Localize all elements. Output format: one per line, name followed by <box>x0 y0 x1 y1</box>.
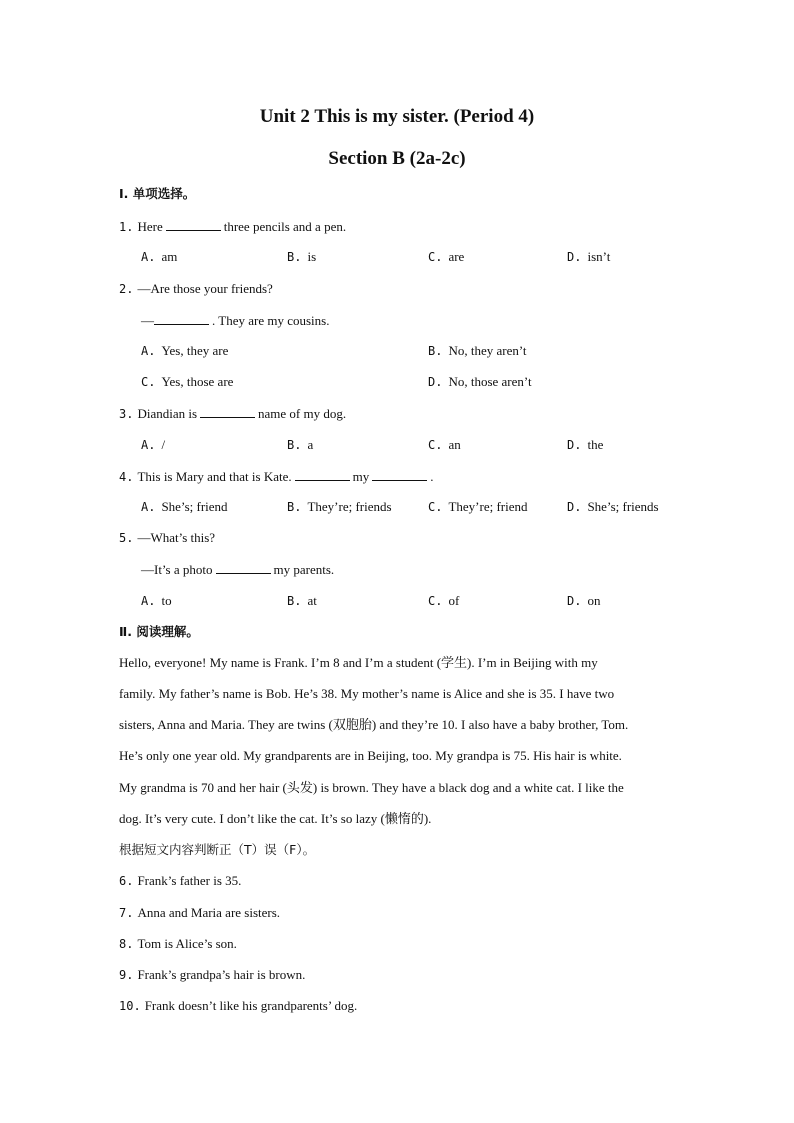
question-number: 3. <box>119 407 134 421</box>
question-1: 1. Here three pencils and a pen. <box>119 219 347 234</box>
answer-blank <box>200 405 255 418</box>
passage-line: Hello, everyone! My name is Frank. I’m 8 and I’m a student (学生). I’m in Beijing with my <box>119 655 598 670</box>
page-subtitle: Section B (2a-2c) <box>328 148 466 169</box>
option-4c: C. They’re; friend <box>428 499 528 514</box>
section-heading-multiple-choice: Ⅰ. 单项选择。 <box>119 186 196 201</box>
passage-line: family. My father’s name is Bob. He’s 38. My mother’s name is Alice and she is 35. I have two <box>119 686 615 701</box>
option-3a: A. / <box>141 437 166 452</box>
statement-10: 10. Frank doesn’t like his grandparents’ dog. <box>119 998 358 1013</box>
option-2a: A. Yes, they are <box>141 343 229 358</box>
question-2-response: — . They are my cousins. <box>141 313 330 328</box>
passage-line: sisters, Anna and Maria. They are twins (双胞胎) and they’re 10. I also have a baby brother, Tom. <box>119 717 629 732</box>
option-2c: C. Yes, those are <box>141 374 234 389</box>
passage-line: He’s only one year old. My grandparents are in Beijing, too. My grandpa is 75. His hair is white. <box>119 748 622 763</box>
section-heading-reading: Ⅱ. 阅读理解。 <box>119 624 199 639</box>
option-3c: C. an <box>428 437 461 452</box>
option-2b: B. No, they aren’t <box>428 343 527 358</box>
option-1d: D. isn’t <box>567 249 611 264</box>
question-number: 2. <box>119 282 134 296</box>
statement-6: 6. Frank’s father is 35. <box>119 873 242 888</box>
option-1b: B. is <box>287 249 317 264</box>
passage-line: My grandma is 70 and her hair (头发) is brown. They have a black dog and a white cat. I like the <box>119 780 624 795</box>
answer-blank <box>154 312 209 325</box>
option-5d: D. on <box>567 593 601 608</box>
page-title: Unit 2 This is my sister. (Period 4) <box>259 106 535 127</box>
option-5a: A. to <box>141 593 172 608</box>
statement-9: 9. Frank’s grandpa’s hair is brown. <box>119 967 306 982</box>
true-false-instruction: 根据短文内容判断正（T）误（F）。 <box>119 842 316 857</box>
option-4b: B. They’re; friends <box>287 499 392 514</box>
option-2d: D. No, those aren’t <box>428 374 532 389</box>
option-5c: C. of <box>428 593 460 608</box>
answer-blank <box>372 468 427 481</box>
question-2: 2. —Are those your friends? <box>119 281 273 296</box>
question-5-response: —It’s a photo my parents. <box>141 562 335 577</box>
option-3b: B. a <box>287 437 314 452</box>
option-3d: D. the <box>567 437 604 452</box>
option-4d: D. She’s; friends <box>567 499 659 514</box>
answer-blank <box>295 468 350 481</box>
question-number: 4. <box>119 470 134 484</box>
option-4a: A. She’s; friend <box>141 499 228 514</box>
option-1a: A. am <box>141 249 178 264</box>
answer-blank <box>166 218 221 231</box>
question-5: 5. —What’s this? <box>119 530 216 545</box>
answer-blank <box>216 561 271 574</box>
option-1c: C. are <box>428 249 465 264</box>
passage-line: dog. It’s very cute. I don’t like the cat. It’s so lazy (懒惰的). <box>119 811 432 826</box>
question-4: 4. This is Mary and that is Kate. my . <box>119 469 434 484</box>
statement-8: 8. Tom is Alice’s son. <box>119 936 237 951</box>
question-number: 5. <box>119 531 134 545</box>
statement-7: 7. Anna and Maria are sisters. <box>119 905 281 920</box>
option-5b: B. at <box>287 593 317 608</box>
question-number: 1. <box>119 220 134 234</box>
question-3: 3. Diandian is name of my dog. <box>119 406 347 421</box>
